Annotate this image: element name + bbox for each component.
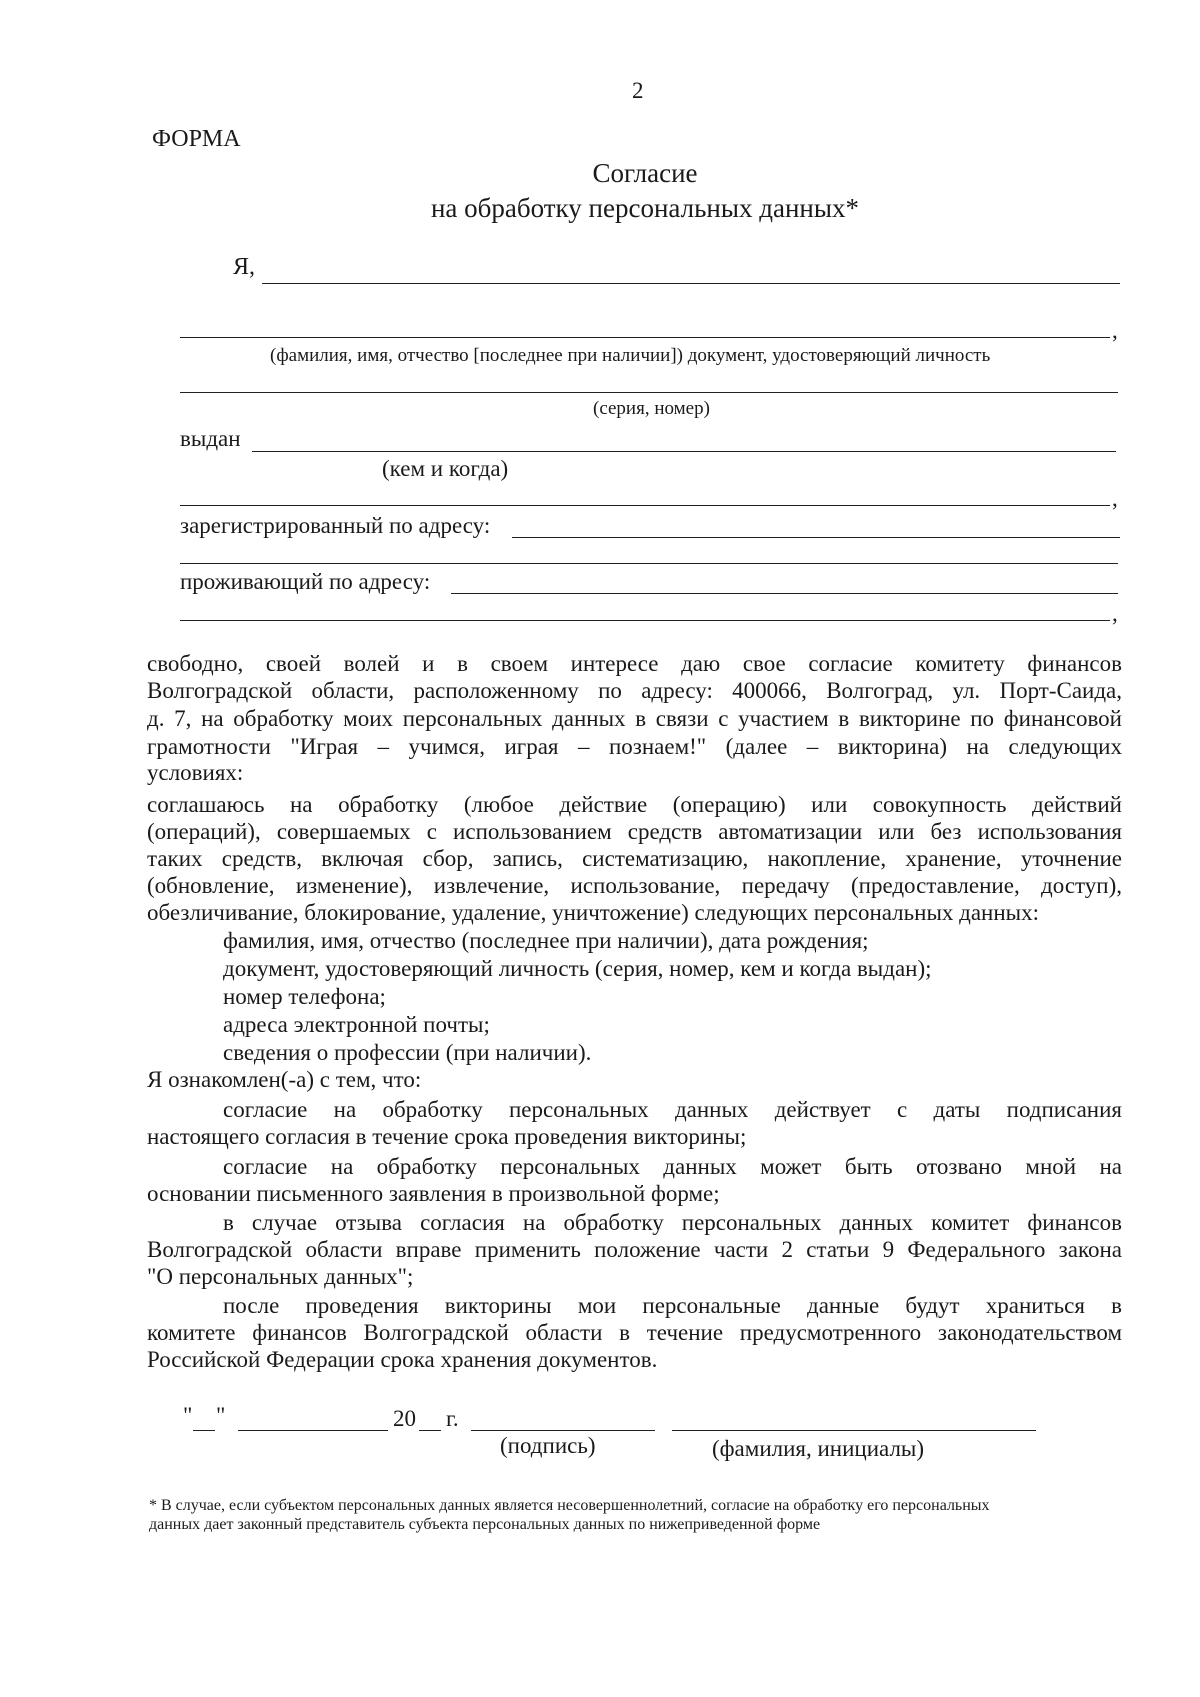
page-number: 2: [632, 78, 644, 103]
p2-line-1: соглашаюсь на обработку (любое действие (операцию) или совокупность действий: [147, 792, 1122, 817]
data-item: адреса электронной почты;: [223, 1012, 490, 1037]
year-prefix: 20: [393, 1406, 416, 1431]
p1-line-4: грамотности "Играя – учимся, играя – познаем!" (далее – викторина) на следующих: [147, 734, 1122, 759]
p2-line-3: таких средств, включая сбор, запись, систематизацию, накопление, хранение, уточнение: [147, 846, 1122, 871]
data-item: документ, удостоверяющий личность (серия, номер, кем и когда выдан);: [223, 956, 932, 981]
data-item: фамилия, имя, отчество (последнее при наличии), дата рождения;: [223, 928, 869, 953]
issued-line-2: [180, 505, 1110, 506]
p2-line-5: обезличивание, блокирование, удаление, уничтожение) следующих персональных данных:: [147, 900, 1040, 925]
p1-line-1: свободно, своей волей и в своем интересе даю свое согласие комитету финансов: [147, 651, 1122, 676]
registered-line: [512, 537, 1120, 538]
c2-line-1: согласие на обработку персональных данных может быть отозвано мной на: [223, 1154, 1122, 1179]
date-quote-open: ": [183, 1403, 193, 1428]
comma-3: ,: [1112, 601, 1118, 626]
data-item: сведения о профессии (при наличии).: [223, 1040, 592, 1065]
p1-line-3: д. 7, на обработку моих персональных данных в связи с участием в викторине по финансовой: [147, 706, 1122, 731]
footnote-line-1: * В случае, если субъектом персональных данных является несовершеннолетний, согласие на обработку его персональных: [149, 1497, 990, 1514]
p1-line-5: условиях:: [147, 760, 244, 785]
title-line-2: на обработку персональных данных*: [430, 193, 860, 223]
form-label: ФОРМА: [152, 126, 241, 152]
c3-line-1: в случае отзыва согласия на обработку персональных данных комитет финансов: [223, 1210, 1122, 1235]
c3-line-2: Волгоградской области вправе применить положение части 2 статьи 9 Федерального закона: [147, 1237, 1122, 1262]
c4-line-2: комитете финансов Волгоградской области в течение предусмотренного законодательством: [147, 1320, 1122, 1345]
signature-line: [471, 1430, 655, 1431]
ya-label: Я,: [233, 254, 256, 280]
name-caption: (фамилия, инициалы): [712, 1436, 925, 1461]
c1-line-2: настоящего согласия в течение срока проведения викторины;: [147, 1124, 747, 1149]
series-caption: (серия, номер): [593, 398, 710, 419]
comma-2: ,: [1112, 486, 1118, 511]
registered-label: зарегистрированный по адресу:: [180, 513, 491, 538]
registered-line-2: [180, 563, 1118, 564]
day-line: [193, 1430, 215, 1431]
living-line: [451, 593, 1118, 594]
c2-line-2: основании письменного заявления в произвольной форме;: [147, 1181, 720, 1206]
fio-caption: (фамилия, имя, отчество [последнее при наличии]) документ, удостоверяющий личность: [270, 345, 991, 366]
name-line-2: [180, 337, 1110, 338]
acquainted-heading: Я ознакомлен(-а) с тем, что:: [147, 1067, 422, 1092]
living-line-2: [180, 620, 1110, 621]
name-initials-line: [672, 1430, 1036, 1431]
issued-caption: (кем и когда): [382, 456, 509, 481]
issued-label: выдан: [180, 426, 241, 451]
c3-line-3: "О персональных данных";: [147, 1264, 414, 1289]
data-item: номер телефона;: [223, 984, 386, 1009]
c4-line-1: после проведения викторины мои персональные данные будут храниться в: [223, 1293, 1122, 1318]
p2-line-2: (операций), совершаемых с использованием средств автоматизации или без использования: [147, 819, 1122, 844]
year-suffix: г.: [446, 1406, 459, 1431]
p2-line-4: (обновление, изменение), извлечение, использование, передачу (предоставление, доступ),: [147, 873, 1122, 898]
date-quote-close: ": [216, 1403, 226, 1428]
year-line: [419, 1430, 441, 1431]
c4-line-3: Российской Федерации срока хранения документов.: [147, 1347, 658, 1372]
signature-caption: (подпись): [500, 1433, 596, 1458]
document-line: [180, 392, 1118, 393]
c1-line-1: согласие на обработку персональных данных действует с даты подписания: [223, 1097, 1122, 1122]
month-line: [238, 1430, 388, 1431]
name-line: [262, 283, 1120, 284]
title-line-1: Согласие: [592, 158, 698, 188]
footnote-line-2: данных дает законный представитель субъекта персональных данных по нижеприведенной форме: [149, 1516, 821, 1533]
p1-line-2: Волгоградской области, расположенному по адресу: 400066, Волгоград, ул. Порт-Саида,: [147, 678, 1122, 703]
issued-line: [252, 451, 1116, 452]
comma-1: ,: [1112, 318, 1118, 343]
living-label: проживающий по адресу:: [180, 569, 431, 594]
